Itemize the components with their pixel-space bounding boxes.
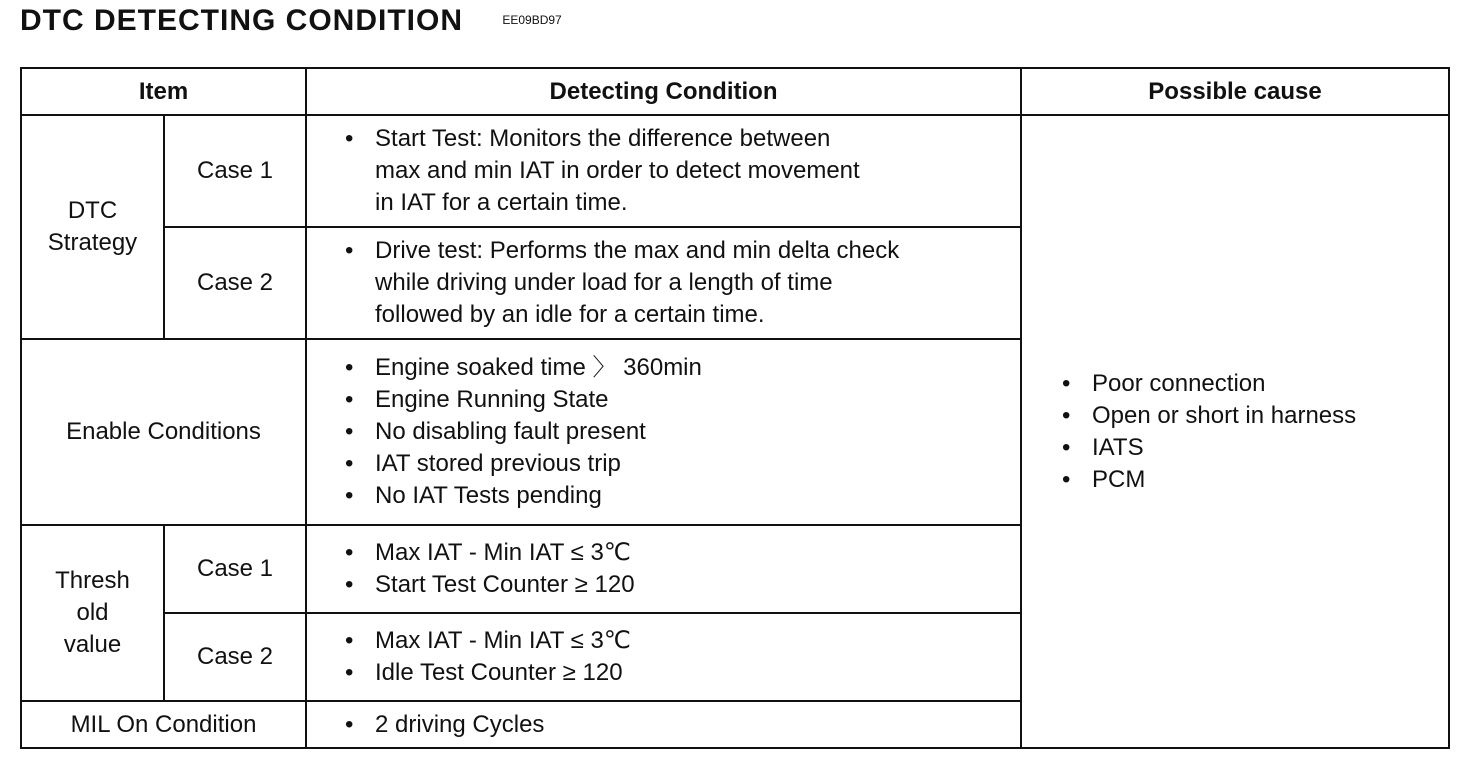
document-code: EE09BD97 <box>502 13 562 27</box>
enable-conditions-cell <box>306 339 1021 525</box>
header-possible-cause: Possible cause <box>1021 68 1449 115</box>
list-item: • Idle Test Counter ≥ 120 <box>345 657 1020 689</box>
list-item: • Max IAT - Min IAT ≤ 3℃ <box>345 625 1020 657</box>
dtc-case1-list <box>345 123 1020 219</box>
row-dtc-strategy-case1 <box>21 115 1449 227</box>
threshold-case2-cell <box>306 613 1021 701</box>
list-item: • Engine Running State <box>345 384 1020 416</box>
threshold-case2-label: Case 2 <box>164 613 306 701</box>
dtc-case1-condition <box>306 115 1021 227</box>
dtc-case2-condition <box>306 227 1021 339</box>
mil-cell <box>306 701 1021 748</box>
enable-list <box>345 352 1020 512</box>
title-text: DTC DETECTING CONDITION <box>20 4 463 37</box>
page-title <box>20 4 562 38</box>
cause-item: • Open or short in harness <box>1062 400 1448 432</box>
threshold-case1-label: Case 1 <box>164 525 306 613</box>
cause-list <box>1062 368 1448 496</box>
list-item: • Engine soaked time 〉 360min <box>345 352 1020 384</box>
list-item: • No IAT Tests pending <box>345 480 1020 512</box>
mil-label: MIL On Condition <box>21 701 306 748</box>
list-item: • Drive test: Performs the max and min delta check while driving under load for a length of time followed by an idle for a certain time. <box>345 235 1020 331</box>
enable-conditions-label: Enable Conditions <box>21 339 306 525</box>
header-row <box>21 68 1449 115</box>
list-item: • 2 driving Cycles <box>345 709 1020 741</box>
cause-item: • IATS <box>1062 432 1448 464</box>
dtc-case2-label: Case 2 <box>164 227 306 339</box>
list-item: • IAT stored previous trip <box>345 448 1020 480</box>
dtc-table <box>20 67 1450 749</box>
dtc-case1-label: Case 1 <box>164 115 306 227</box>
cause-item: • PCM <box>1062 464 1448 496</box>
list-item: • Start Test: Monitors the difference between max and min IAT in order to detect movement in IAT for a certain time. <box>345 123 1020 219</box>
dtc-case2-list <box>345 235 1020 331</box>
list-item: • Start Test Counter ≥ 120 <box>345 569 1020 601</box>
list-item: • No disabling fault present <box>345 416 1020 448</box>
dtc-strategy-label: DTC Strategy <box>21 115 164 339</box>
threshold-case1-list <box>345 537 1020 601</box>
cause-item: • Poor connection <box>1062 368 1448 400</box>
threshold-label: Thresh old value <box>21 525 164 701</box>
mil-list <box>345 709 1020 741</box>
possible-cause-cell <box>1021 115 1449 748</box>
header-detecting-condition: Detecting Condition <box>306 68 1021 115</box>
header-item: Item <box>21 68 306 115</box>
threshold-case1-cell <box>306 525 1021 613</box>
threshold-case2-list <box>345 625 1020 689</box>
list-item: • Max IAT - Min IAT ≤ 3℃ <box>345 537 1020 569</box>
